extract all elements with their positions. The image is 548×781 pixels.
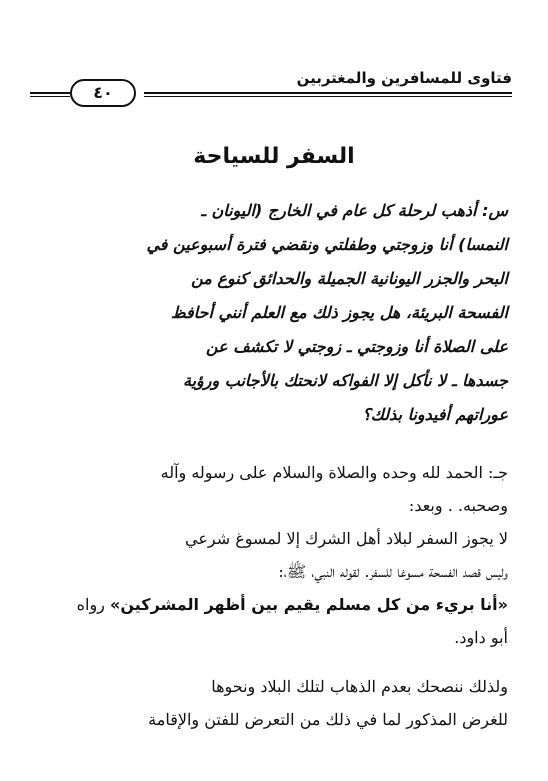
advice-paragraph [40,670,508,736]
question-line: النمسا) أنا وزوجتي وطفلتي ونقضي فترة أسبوعين في [146,235,508,254]
page-number: ٤٠ [70,79,136,107]
hadith-paragraph [40,588,508,654]
answer-line: وصحبه. . وبعد: [408,496,508,515]
hadith-after-quote: رواه [76,595,110,614]
question-line: جسدها ـ لا نأكل إلا الفواكه لانحتك بالأجانب ورؤية [182,371,508,390]
ruling-line: لا يجوز السفر لبلاد أهل الشرك إلا لمسوغ شرعي [185,529,508,548]
section-title: السفر للسياحة [193,144,355,169]
advice-line: ولذلك ننصحك بعدم الذهاب لتلك البلاد ونحوها [211,677,508,696]
answer-line: جـ: الحمد لله وحده والصلاة والسلام على رسوله وآله [160,463,508,482]
hadith-line [40,588,508,621]
running-header [30,68,512,102]
advice-line: للغرض المذكور لما في ذلك من التعرض للفتن والإقامة [148,710,508,729]
question-line: الفسحة البريئة، هل يجوز ذلك مع العلم أنني أحافظ [170,303,508,322]
header-rule-left [30,92,70,94]
running-header-title: فتاوى للمسافرين والمغتربين [296,69,512,87]
question-line: عوراتهم أفيدونا بذلك؟ [362,405,508,424]
hadith-attribution: أبو داود. [454,628,508,647]
answer-paragraph [40,456,508,522]
question-line: س: أذهب لرحلة كل عام في الخارج (اليونان ـ [201,201,508,220]
header-rule-left-thin [30,96,70,97]
ruling-line: وليس قصد الفسحة مسوغا للسفر. لقوله النبي، ﷺ،: [278,562,508,581]
header-rule-thin [144,96,512,97]
question-line: البحر والجزر اليونانية الجميلة والحدائق كنوع من [191,269,508,288]
question-line: على الصلاة أنا وزوجتي ـ زوجتي لا تكشف عن [205,337,508,356]
header-rule [144,92,512,94]
ruling-paragraph [40,522,508,588]
question-paragraph [40,194,508,432]
hadith-quote: «أنا بريء من كل مسلم يقيم بين أظهر المشركين» [110,595,508,614]
